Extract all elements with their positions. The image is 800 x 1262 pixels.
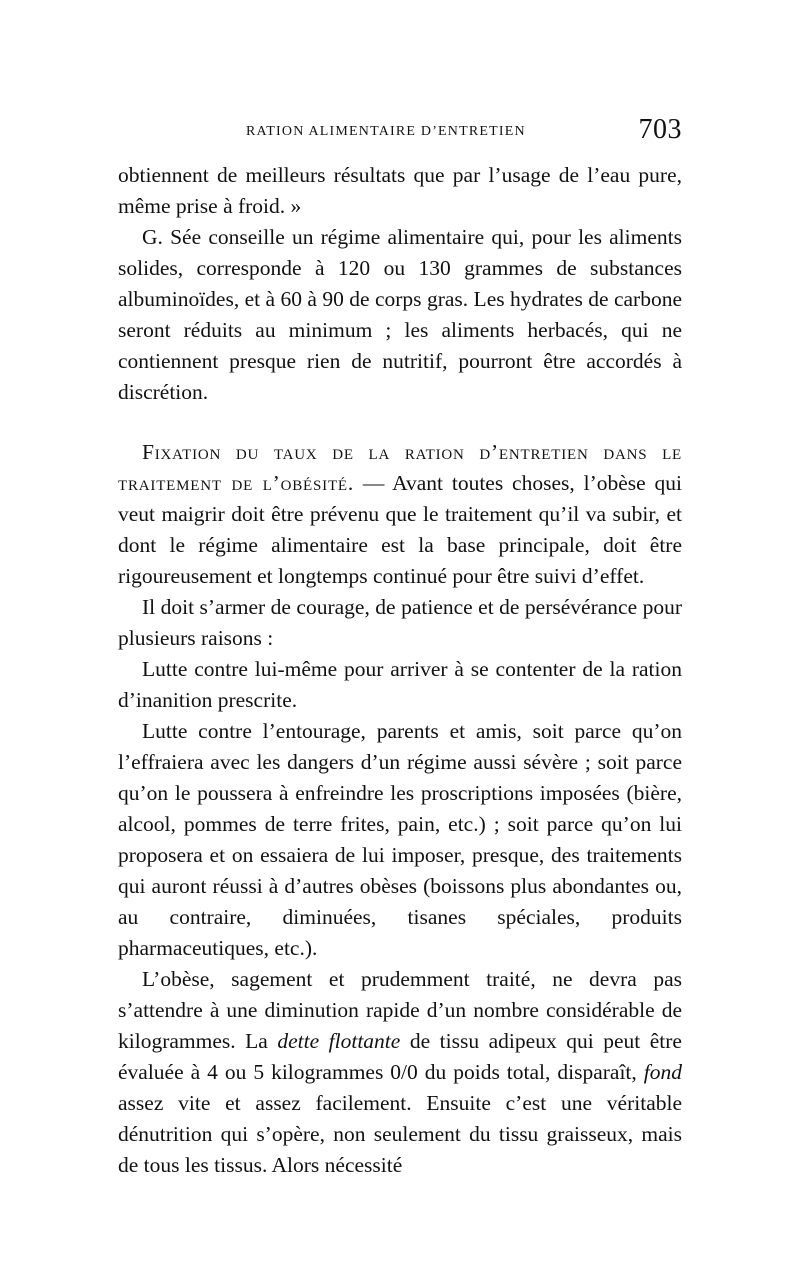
running-title: RATION ALIMENTAIRE D’ENTRETIEN: [246, 124, 526, 139]
gradual-loss-text-end: assez vite et assez facilement. Ensuite c’est une véritable dénutrition qui s’opère, non seulement du tissu graisseux, mais de tous les tissus. Alors nécessité: [118, 1091, 682, 1177]
section-paragraph: [118, 437, 682, 592]
book-page: [118, 114, 682, 1181]
section-intro-text: — Avant toutes choses, l’obèse qui veut maigrir doit être prévenu que le traitement qu’il va subir, et dont le régime alimentaire est la base principale, doit être rigoureusement et longtemps continué pour être suivi d’effet.: [118, 471, 682, 588]
page-body: [118, 160, 682, 1181]
paragraph-courage: Il doit s’armer de courage, de patience et de persévérance pour plusieurs raisons :: [118, 595, 682, 650]
running-head: [118, 114, 682, 148]
paragraph-see-regime: G. Sée conseille un régime alimentaire qui, pour les aliments solides, corresponde à 120 ou 130 grammes de substances albuminoïdes, et à 60 à 90 de corps gras. Les hydrates de carbone seront réduits au minimum ; les aliments herbacés, qui ne contiennent presque rien de nutritif, pourront être accordés à discrétion.: [118, 225, 682, 404]
paragraph-continuation: obtiennent de meilleurs résultats que par l’usage de l’eau pure, même prise à froid. »: [118, 163, 682, 218]
paragraph-gradual-loss: [118, 964, 682, 1181]
gradual-loss-text-start: L’obèse, sagement et prudemment traité, ne devra pas s’attendre à une diminution rapide d’un nombre considérable de kilogrammes. La: [118, 967, 682, 1053]
gradual-loss-text-middle: de tissu adipeux qui peut être évaluée à 4 ou 5 kilogrammes 0/0 du poids total, disparaît,: [118, 1029, 682, 1084]
section-title: Fixation du taux de la ration d’entretien dans le traitement de l’obésité.: [118, 440, 682, 495]
page-number: 703: [638, 114, 682, 145]
paragraph-self-struggle: Lutte contre lui-même pour arriver à se contenter de la ration d’inanition prescrite.: [118, 657, 682, 712]
section-spacer: [118, 408, 682, 437]
emphasis-dette-flottante: dette flottante: [277, 1029, 401, 1053]
paragraph-entourage: Lutte contre l’entourage, parents et amis, soit parce qu’on l’effraiera avec les dangers d’un régime aussi sévère ; soit parce qu’on le poussera à enfreindre les proscriptions imposées (bière, alcool, pommes de terre frites, pain, etc.) ; soit parce qu’on lui proposera et on essaiera de lui imposer, presque, des traitements qui auront réussi à d’autres obèses (boissons plus abondantes ou, au contraire, diminuées, tisanes spéciales, produits pharmaceutiques, etc.).: [118, 719, 682, 960]
emphasis-fond: fond: [643, 1060, 682, 1084]
